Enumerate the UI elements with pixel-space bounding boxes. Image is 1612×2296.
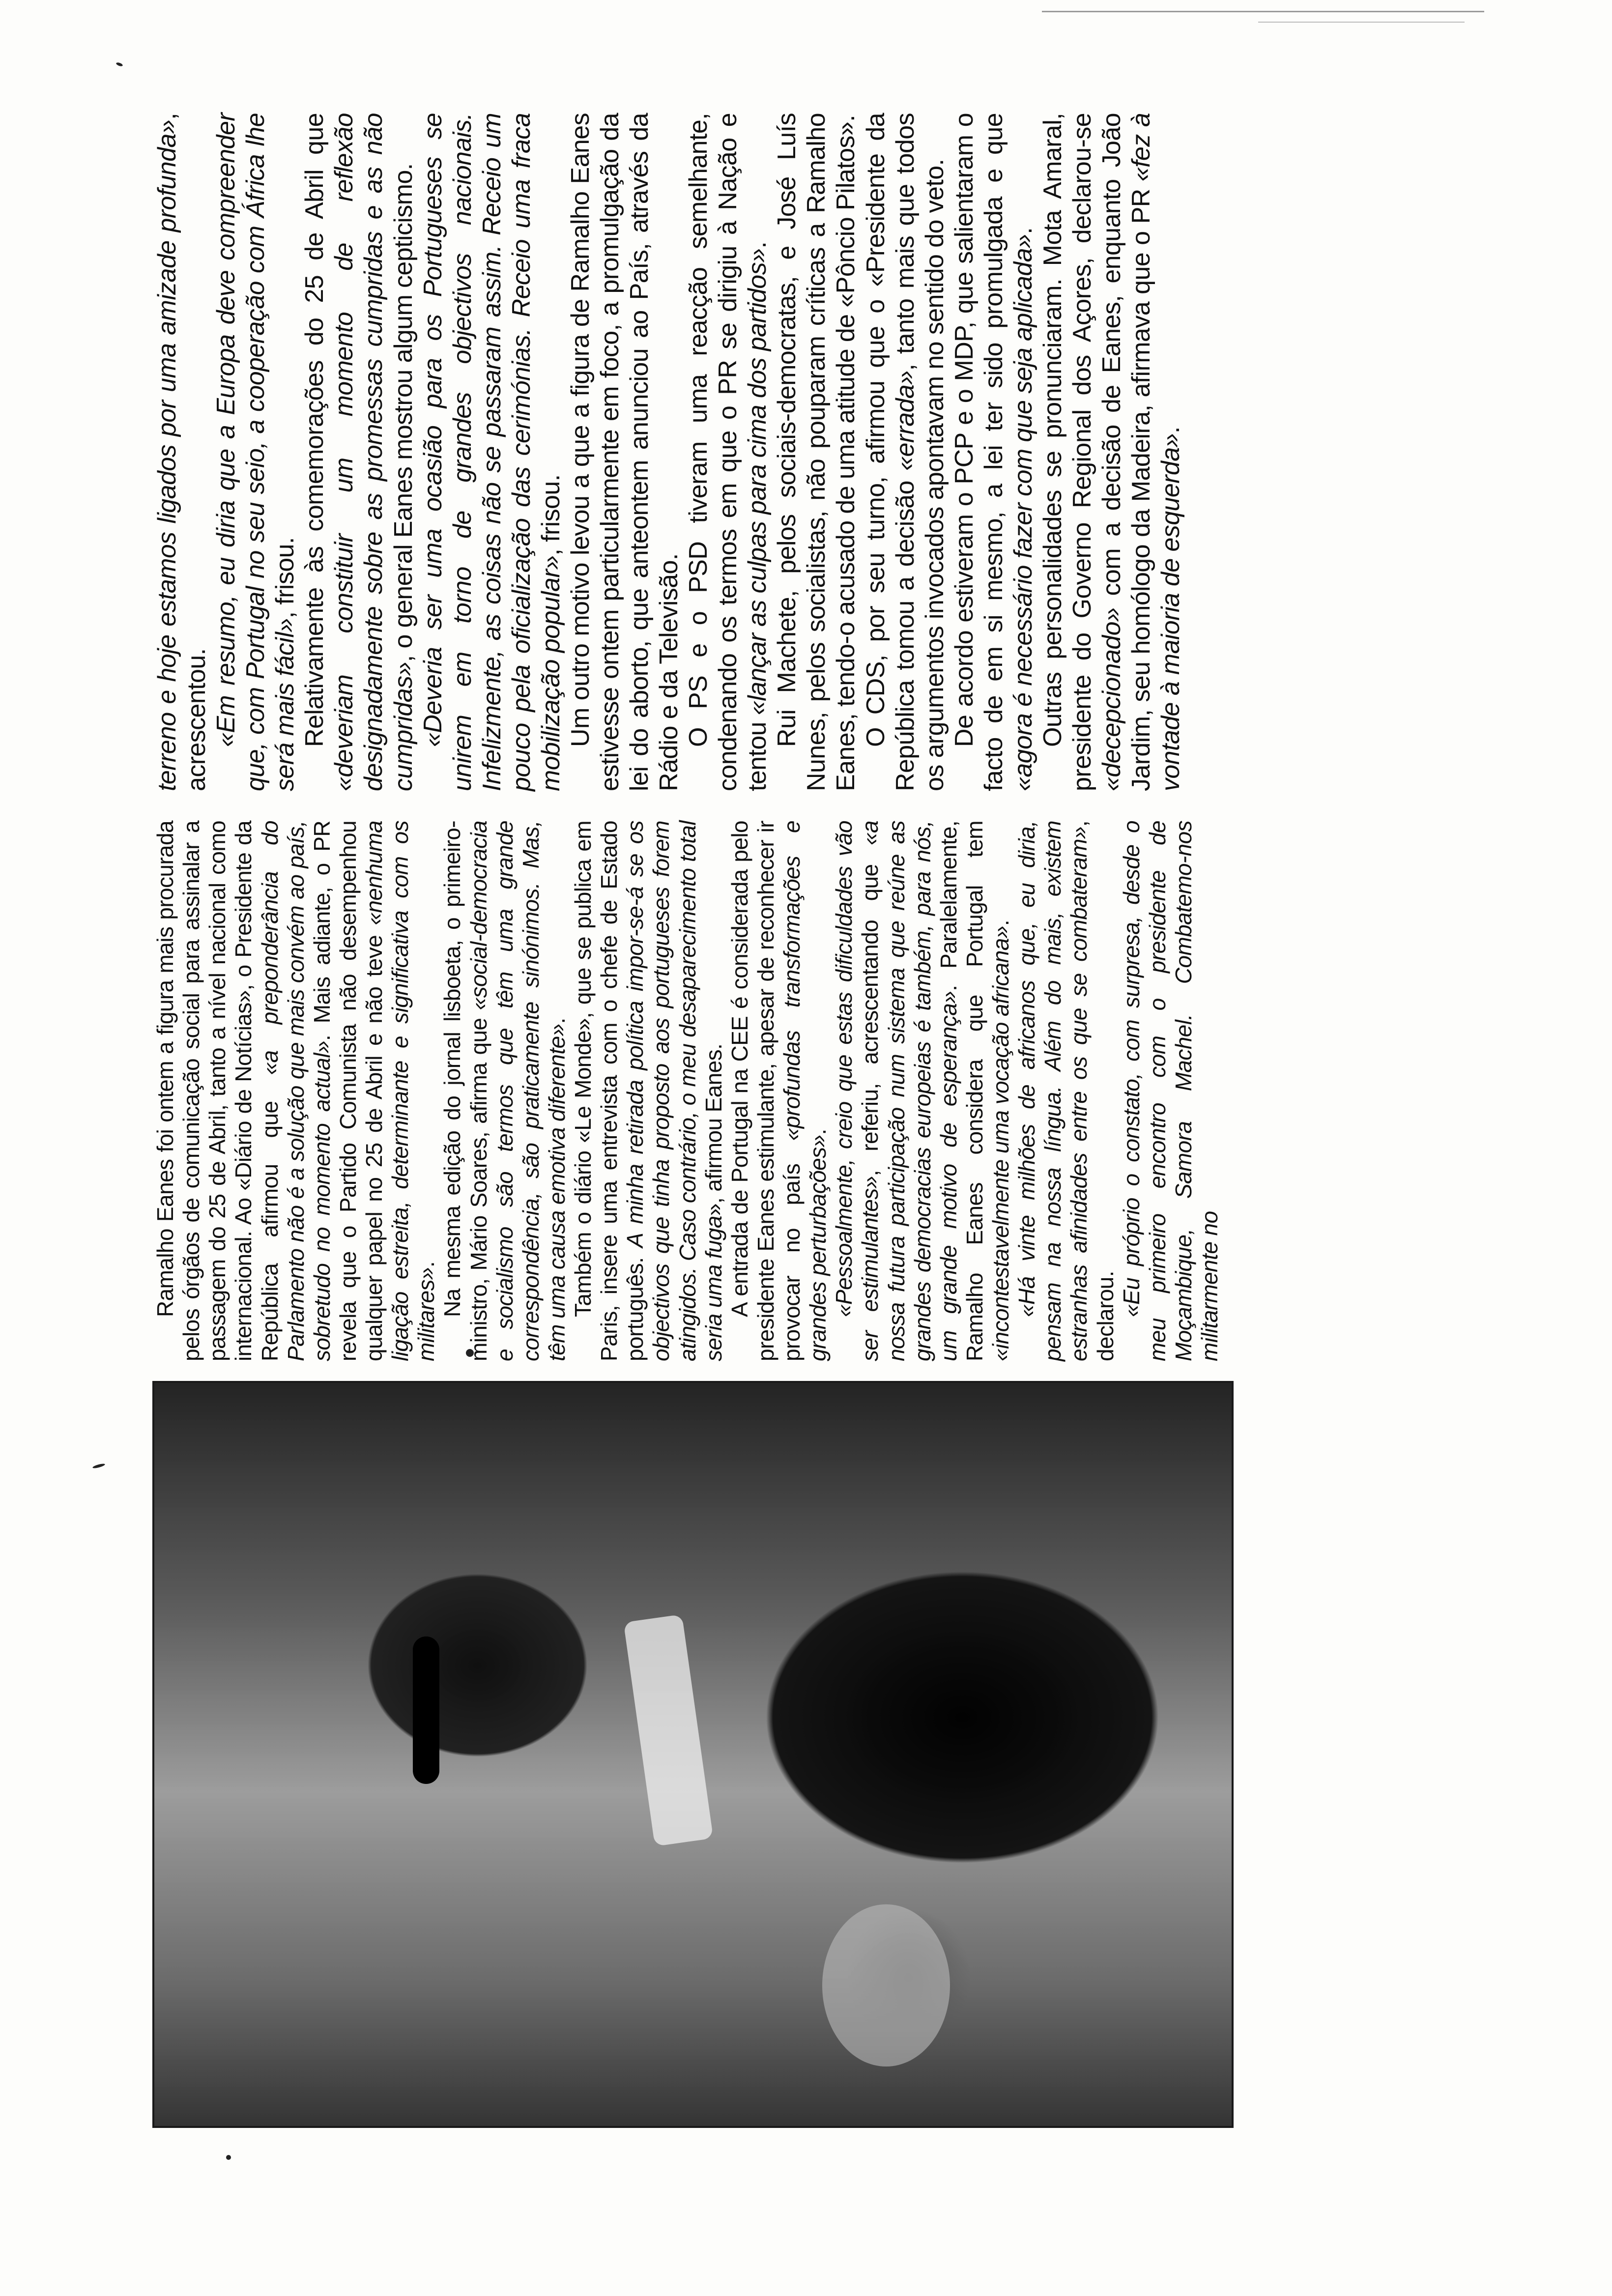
body-text: De acordo estiveram o PCP e o MDP, que salientaram o facto de em si mesmo, a lei ter sido promulgada e que (950, 113, 1008, 791)
quote-text: «nenhuma ligação estreita, determinante e significativa com os militares» (361, 821, 439, 1361)
article-paragraph (1119, 821, 1223, 1361)
quote-text: «errada» (891, 371, 920, 471)
quote-text: «Há vinte milhões de africanos que, eu diria, pensam na nossa língua. Além do mais, existem estranhas afinidades entre os que se combateram» (1014, 821, 1092, 1361)
article-paragraph (570, 821, 727, 1361)
body-text: , declarou. (1066, 821, 1118, 1361)
newspaper-clipping (152, 113, 1278, 2128)
article-paragraph (1038, 113, 1185, 791)
quote-text: terreno e hoje estamos ligados por uma amizade profunda» (153, 119, 181, 791)
scan-speck (115, 62, 123, 67)
article-paragraph (152, 821, 439, 1361)
body-text: , referiu, acrescentando que (857, 845, 883, 1177)
article-paragraph (772, 113, 861, 791)
quote-text: «social-democracia e socialismo são termos que têm uma grande correspondência, são praticamente sinónimos. Mas, têm uma causa emotiva diferente» (465, 821, 570, 1361)
body-text: , acrescentou. (153, 113, 211, 791)
scan-speck (226, 2155, 231, 2160)
article-column-1 (152, 821, 1234, 1361)
body-text: Rui Machete, pelos sociais-democratas, e José Luís Nunes, pelos socialistas, não pouparam críticas a Ramalho Eanes, tendo-o acusado de uma atitude de «Pôncio Pilatos». (773, 113, 861, 791)
body-text: O CDS, por seu turno, afirmou que o «Presidente da República tomou a decisão (861, 113, 920, 791)
body-text: . (1008, 227, 1037, 234)
quote-text: «fez à vontade à maioria de esquerda» (1127, 113, 1185, 791)
article-paragraph (211, 113, 300, 791)
article-paragraph (152, 113, 211, 791)
scan-edge-line (1042, 11, 1484, 12)
quote-text: «a preponderância do Parlamento não é a solução que mais convém ao país, sobretudo no momento actual» (257, 821, 335, 1361)
article-column-2 (152, 113, 1234, 791)
body-text: », afirmou Eanes. (700, 1043, 726, 1216)
quote-text: «lançar as culpas para cima dos partidos» (743, 248, 772, 716)
quote-text: «Deveria ser uma ocasião para os Portugueses se unirem em torno de grandes objectivos nacionais. Infelizmente, as coisas não se passaram assim. Receio um pouco pela oficialização das cerimónias. Receio uma fraca mobilização popular» (418, 113, 565, 791)
body-text: com a decisão de Eanes, enquanto João Jardim, seu homólogo da Madeira, afirmava que o PR (1097, 113, 1156, 791)
quote-text: «deveriam constituir um momento de reflexão designadamente sobre as promessas cumpridas e as não cumpridas» (330, 113, 418, 791)
article-paragraph (300, 113, 418, 791)
body-text: Outras personalidades se pronunciaram. Mota Amaral, presidente do Governo Regional dos Açores, declarou-se (1038, 113, 1096, 791)
body-text: , tanto mais que todos os argumentos invocados apontavam no sentido do veto. (891, 113, 949, 791)
photo-collar (624, 1614, 714, 1846)
body-text: , frisou. (271, 537, 300, 619)
quote-text: «agora é necessário fazer com que seja aplicada» (1008, 234, 1037, 791)
body-text: O PS e o PSD tiveram uma reacção semelhante, condenando os termos em que o PR se dirigiu à Nação e tentou (684, 113, 772, 791)
article-paragraph (950, 113, 1038, 791)
portrait-photo (152, 1381, 1234, 2128)
photo-hands (822, 1904, 950, 2066)
quote-text: «decepcionado» (1097, 607, 1126, 791)
scan-edge-line (1258, 22, 1465, 23)
body-text: Ramalho Eanes foi ontem a figura mais procurada pelos órgãos de comunicação social para assinalar a passagem do 25 de Abril, tanto a nível nacional como internacional. Ao «Diário de Notícias», o Presidente da República afirmou que (152, 821, 283, 1361)
body-text: . (544, 1018, 570, 1024)
body-text: . (988, 920, 1013, 926)
article-paragraph (439, 821, 570, 1361)
body-text: Um outro motivo levou a que a figura de Ramalho Eanes estivesse ontem particularmente em foco, a promulgação da lei do aborto, que anteontem anunciou ao País, através da Rádio e da Televisão. (566, 113, 684, 791)
scan-speck (92, 1463, 106, 1469)
quote-text: «Em resumo, eu diria que a Europa deve compreender que, com Portugal no seu seio, a cooperação com África lhe será mais fácil» (212, 113, 300, 791)
quote-text: A minha retirada política impor-se-á se os objectivos que tinha proposto aos portugueses forem atingidos. Caso contrário, o meu desaparecimento total seria uma fuga (622, 821, 726, 1361)
body-text: . (743, 241, 772, 249)
body-text: . Paralelamente, Ramalho Eanes considera que Portugal tem (935, 821, 987, 1361)
article-paragraph (727, 821, 832, 1361)
article-paragraph (1014, 821, 1119, 1361)
body-text: , frisou. (536, 474, 565, 556)
body-text: , o general Eanes mostrou algum cepticismo. (389, 163, 418, 662)
body-text: . Mais adiante, o PR revela que o Partido Comunista não desempenhou qualquer papel no 25 de Abril e não teve (309, 820, 387, 1361)
quote-text: «a nossa futura participação num sistema que reúne as grandes democracias europeias é também, para nós, um grande motivo de esperança» (857, 821, 961, 1361)
article-paragraph (684, 113, 772, 791)
body-text: . (1156, 427, 1185, 434)
article-paragraph (831, 821, 1014, 1361)
quote-text: «Eu próprio o constato, com surpresa, desde o meu primeiro encontro com o presidente de Moçambique, Samora Machel. Combatemo-nos militarmente no (1118, 821, 1222, 1361)
article-paragraph (418, 113, 566, 791)
body-text: Também o diário «Le Monde», que se publica em Paris, insere uma entrevista com o chefe de Estado português. (570, 821, 648, 1361)
body-text: . (413, 1261, 439, 1268)
quote-text: «incontestavelmente uma vocação africana» (988, 926, 1013, 1361)
article-paragraph (566, 113, 684, 791)
body-text: Na mesma edição do jornal lisboeta, o primeiro-ministro, Mário Soares, afirma que (439, 821, 491, 1361)
body-text: A entrada de Portugal na CEE é considerada pelo presidente Eanes estimulante, apesar de reconhecer ir provocar no país (726, 821, 805, 1361)
body-text: Relativamente às comemorações do 25 de Abril que (300, 113, 329, 747)
body-text: . (805, 1129, 831, 1135)
quote-text: «Pessoalmente, creio que estas dificuldades vão ser estimulantes» (831, 821, 883, 1361)
photo-glasses (413, 1636, 439, 1784)
article-paragraph (861, 113, 950, 791)
quote-text: «profundas transformações e grandes perturbações» (779, 821, 831, 1361)
